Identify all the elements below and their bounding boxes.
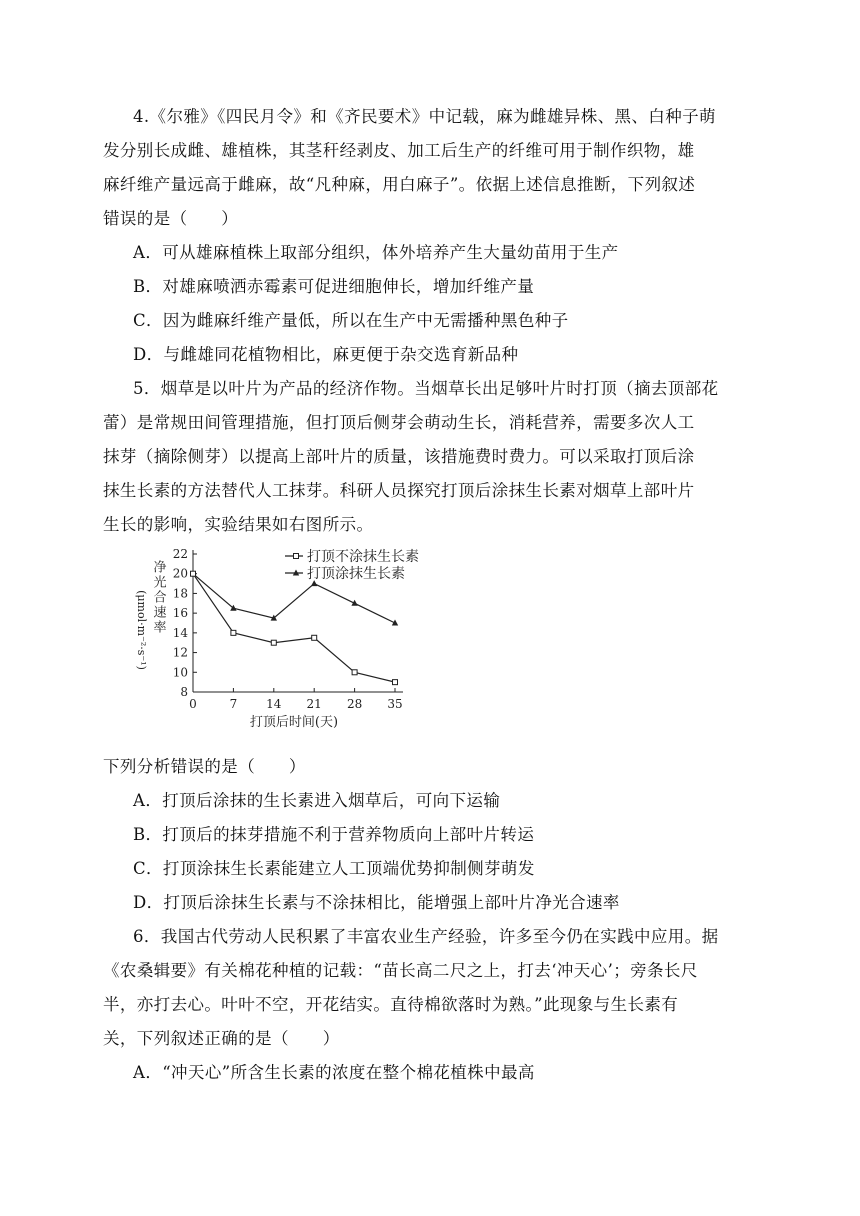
series-markers <box>191 571 399 684</box>
photosynthesis-line-chart <box>120 540 450 740</box>
series-lines <box>193 574 395 682</box>
q5-option-d: D．打顶后涂抹生长素与不涂抹相比，能增强上部叶片净光合速率 <box>133 893 620 912</box>
q5-line-4: 抹生长素的方法替代人工抹芽。科研人员探究打顶后涂抹生长素对烟草上部叶片 <box>103 481 695 500</box>
q4-line-4: 错误的是（ ） <box>103 209 239 228</box>
q6-line-2: 《农桑辑要》有关棉花种植的记载：“苗长高二尺之上，打去‘冲天心’；旁条长尺 <box>103 961 698 980</box>
x-tick-label: 28 <box>346 697 363 711</box>
data-point-square <box>312 635 317 640</box>
q4-option-b: B．对雄麻喷洒赤霉素可促进细胞伸长，增加纤维产量 <box>133 277 535 296</box>
data-point-square <box>231 630 236 635</box>
q5-line-2: 蕾）是常规田间管理措施，但打顶后侧芽会萌动生长，消耗营养，需要多次人工 <box>103 413 695 432</box>
data-point-square <box>271 640 276 645</box>
q5-option-b: B．打顶后的抹芽措施不利于营养物质向上部叶片转运 <box>133 825 535 844</box>
y-tick-label: 12 <box>172 645 188 660</box>
q6-line-3: 半，亦打去心。叶叶不空，开花结实。直待棉欲落时为熟。”此现象与生长素有 <box>103 995 679 1014</box>
x-tick-label: 7 <box>229 697 238 711</box>
q5-line-1: 5．烟草是以叶片为产品的经济作物。当烟草长出足够叶片时打顶（摘去顶部花 <box>133 379 719 398</box>
q4-option-c: C．因为雌麻纤维产量低，所以在生产中无需播种黑色种子 <box>133 311 569 330</box>
q5-question: 下列分析错误的是（ ） <box>103 757 306 776</box>
y-tick-label: 10 <box>172 665 188 680</box>
q4-line-1: 4.《尔雅》《四民月令》和《齐民要术》中记载，麻为雌雄异株、黑、白种子萌 <box>133 107 716 126</box>
y-tick-label: 22 <box>172 547 188 561</box>
data-point-square <box>393 680 398 685</box>
x-tick-label: 35 <box>387 697 403 711</box>
q4-line-2: 发分别长成雌、雄植株，其茎秆经剥皮、加工后生产的纤维可用于制作织物，雄 <box>103 141 695 160</box>
chart-legend <box>285 548 419 582</box>
y-tick-label: 14 <box>172 625 188 640</box>
q5-line-3: 抹芽（摘除侧芽）以提高上部叶片的质量，该措施费时费力。可以采取打顶后涂 <box>103 447 695 466</box>
y-tick-label: 20 <box>172 566 188 581</box>
q5-line-5: 生长的影响，实验结果如右图所示。 <box>103 515 374 534</box>
q5-option-c: C．打顶涂抹生长素能建立人工顶端优势抑制侧芽萌发 <box>133 859 535 878</box>
y-tick-label: 18 <box>172 586 188 601</box>
y-axis-label: 净光合速率 <box>150 560 166 635</box>
y-tick-label: 16 <box>172 606 188 621</box>
q5-option-a: A．打顶后涂抹的生长素进入烟草后，可向下运输 <box>133 791 501 810</box>
y-axis-unit: (μmol·m⁻²·s⁻¹) <box>135 590 148 670</box>
q6-line-4: 关，下列叙述正确的是（ ） <box>103 1029 340 1048</box>
y-tick-label: 8 <box>180 685 188 699</box>
data-point-square <box>191 571 196 576</box>
x-tick-label: 0 <box>189 697 197 711</box>
legend-label: 打顶不涂抹生长素 <box>307 549 419 565</box>
x-ticks <box>189 688 402 711</box>
x-tick-label: 21 <box>306 697 322 711</box>
x-axis-label: 打顶后时间(天) <box>249 715 339 730</box>
x-tick-label: 14 <box>266 697 282 711</box>
q4-option-d: D．与雌雄同花植物相比，麻更便于杂交选育新品种 <box>133 345 519 364</box>
q4-line-3: 麻纤维产量远高于雌麻，故“凡种麻，用白麻子”。依据上述信息推断，下列叙述 <box>103 175 696 194</box>
series-line-1 <box>193 574 395 682</box>
data-point-square <box>352 670 357 675</box>
q4-option-a: A．可从雄麻植株上取部分组织，体外培养产生大量幼苗用于生产 <box>133 243 619 262</box>
legend-label: 打顶涂抹生长素 <box>307 566 405 582</box>
legend-marker-square <box>294 554 299 559</box>
q6-line-1: 6．我国古代劳动人民积累了丰富农业生产经验，许多至今仍在实践中应用。据 <box>133 927 719 946</box>
q6-option-a: A．“冲天心”所含生长素的浓度在整个棉花植株中最高 <box>133 1063 535 1082</box>
